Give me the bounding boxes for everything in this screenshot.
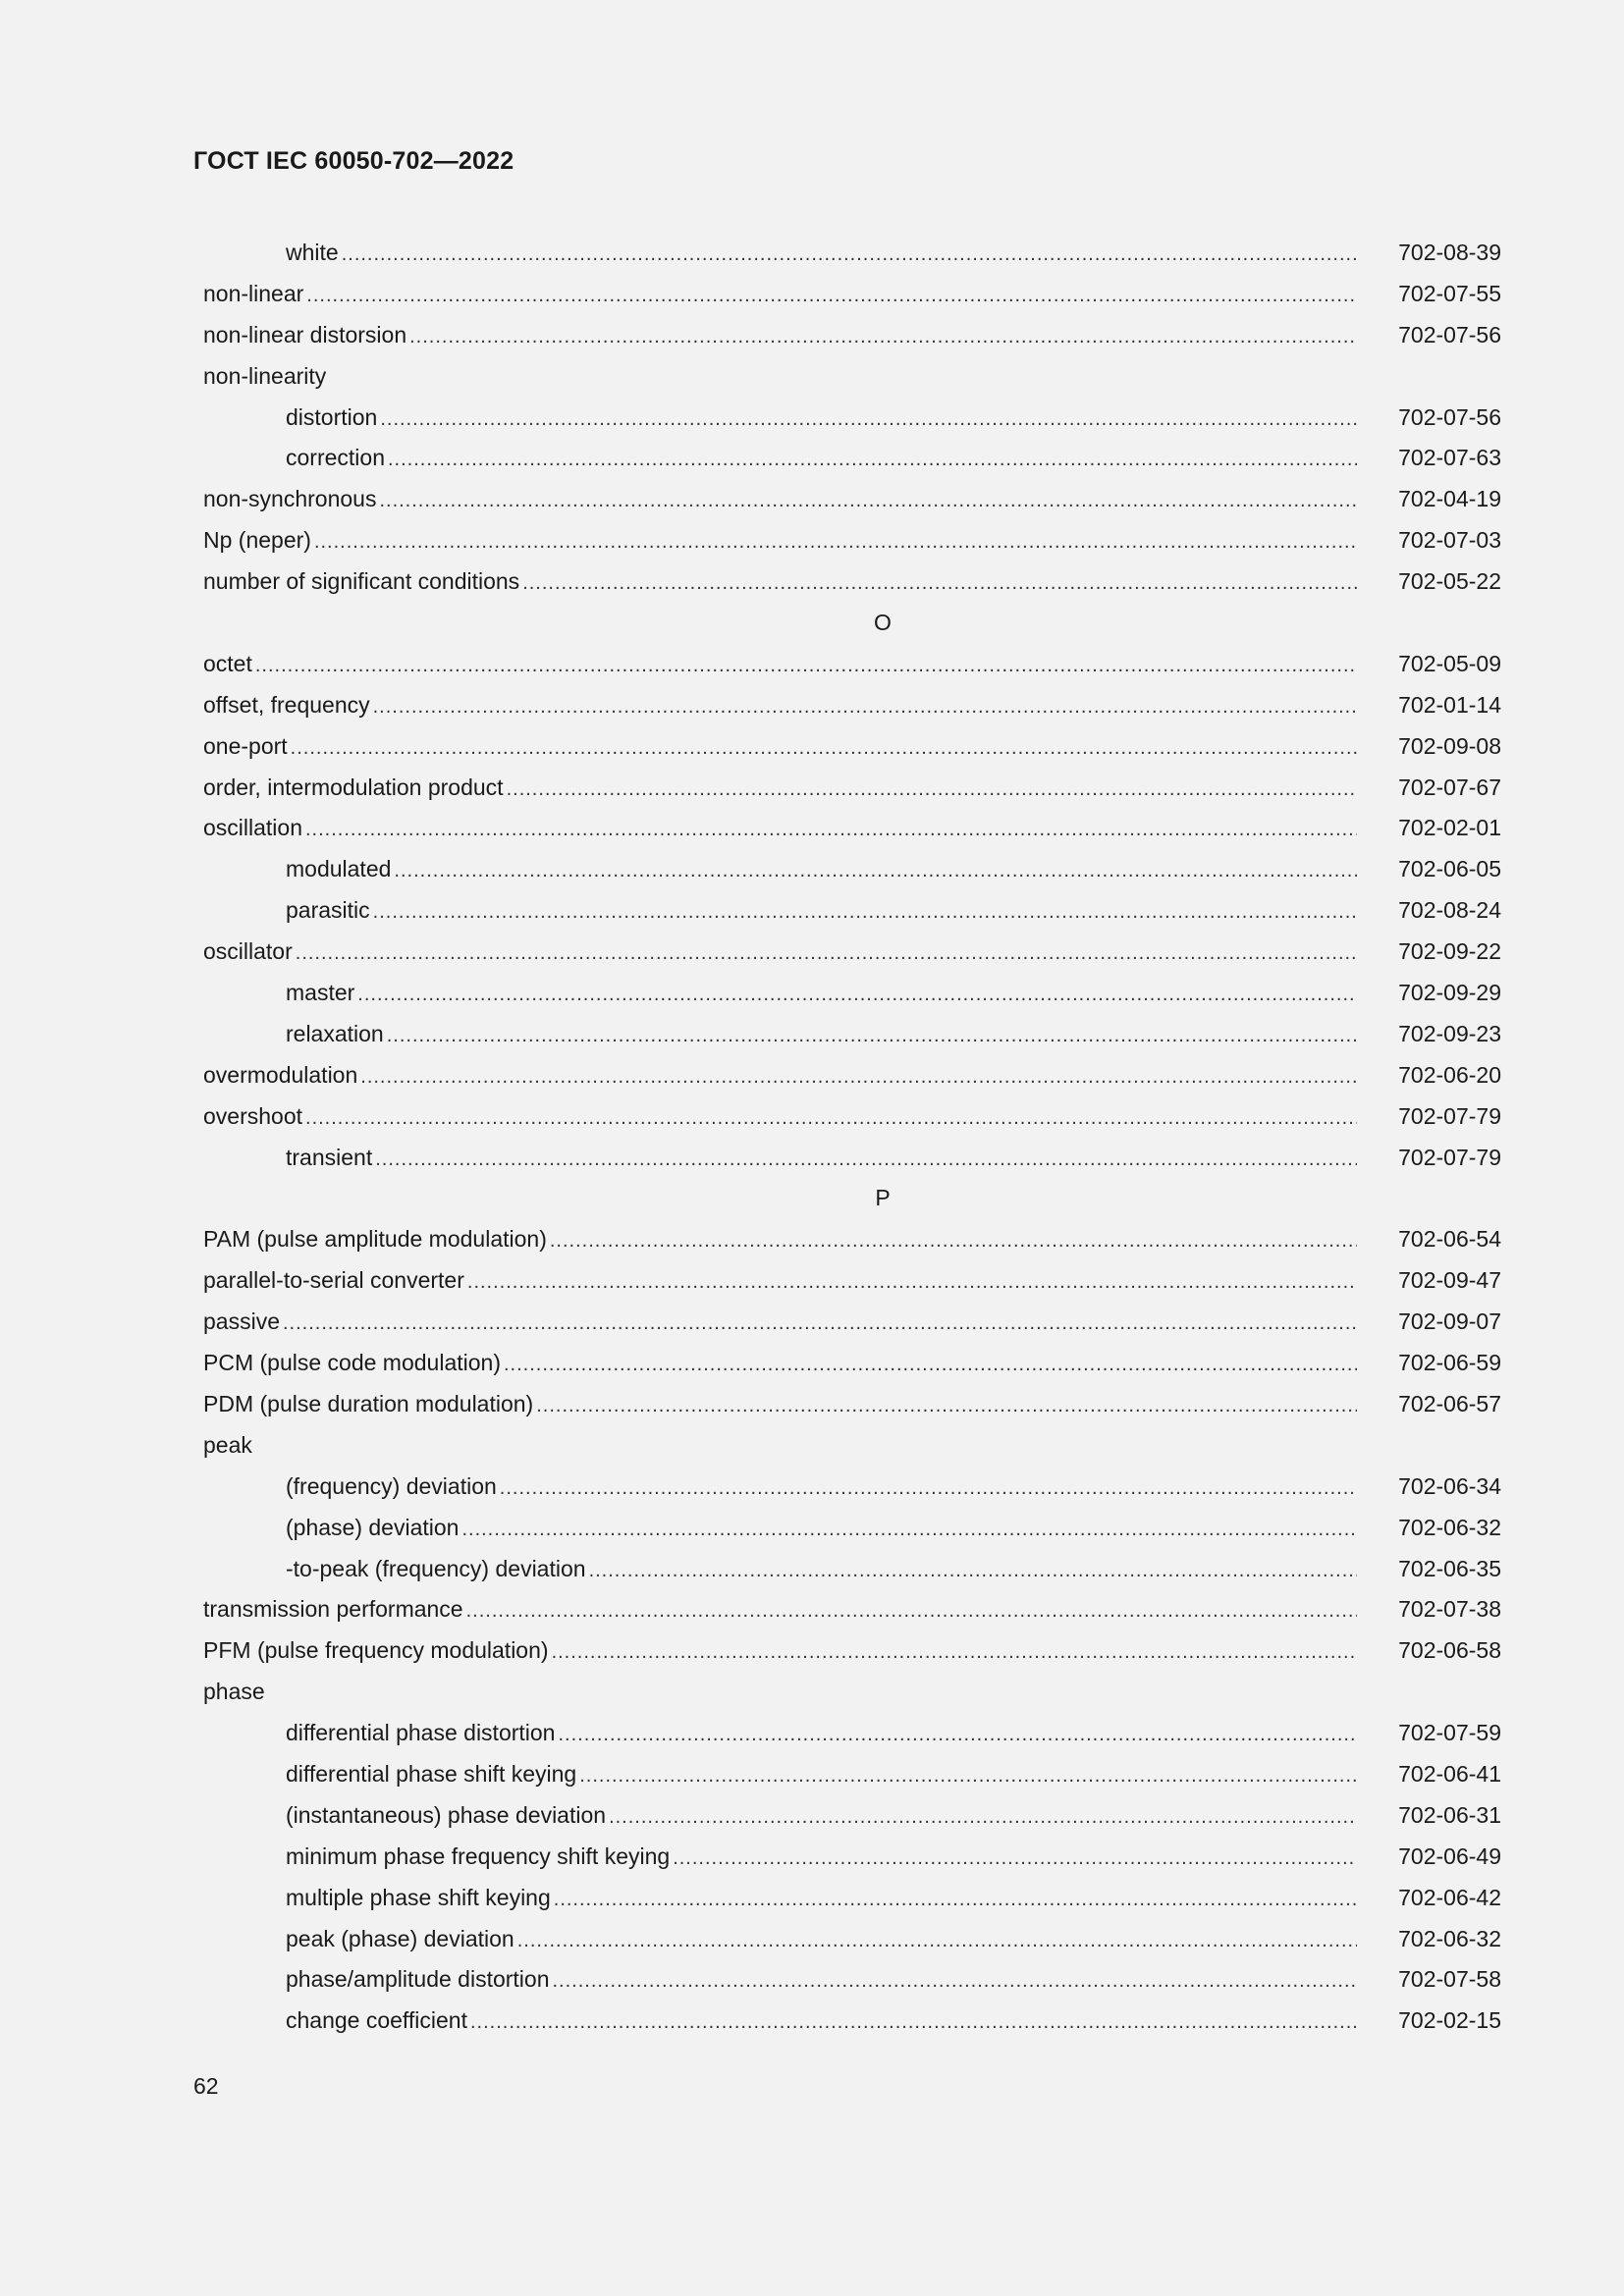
entry-lead — [203, 808, 1357, 851]
dot-leader — [504, 1345, 1357, 1386]
entry-term: transmission performance — [203, 1596, 463, 1623]
dot-leader — [536, 1386, 1357, 1427]
entry-code: 702-06-41 — [1398, 1760, 1501, 1787]
entry-term: one-port — [203, 732, 288, 759]
entry-lead — [286, 233, 1357, 276]
entry-code: 702-06-54 — [1398, 1226, 1501, 1253]
entry-lead — [286, 1837, 1357, 1880]
dot-leader — [522, 563, 1357, 605]
dot-leader — [517, 1921, 1357, 1962]
entry-lead — [203, 479, 1357, 522]
index-subentry — [203, 1549, 1501, 1590]
entry-lead — [203, 1219, 1357, 1262]
entry-term: parallel-to-serial converter — [203, 1267, 464, 1294]
entry-code: 702-06-31 — [1398, 1801, 1501, 1828]
entry-term: overshoot — [203, 1102, 303, 1129]
entry-lead — [286, 1549, 1357, 1592]
entry-code: 702-07-79 — [1398, 1144, 1501, 1170]
entry-code: 702-05-22 — [1398, 568, 1501, 595]
entry-term: order, intermodulation product — [203, 774, 504, 800]
dot-leader — [589, 1551, 1357, 1592]
entry-term: offset, frequency — [203, 691, 370, 718]
entry-term: PFM (pulse frequency modulation) — [203, 1637, 549, 1664]
entry-lead — [286, 973, 1357, 1016]
index-subentry — [203, 973, 1501, 1014]
index-entry — [203, 1672, 1501, 1713]
entry-term: correction — [286, 445, 385, 471]
index-entry — [203, 356, 1501, 398]
entry-code: 702-09-07 — [1398, 1308, 1501, 1335]
index-entry — [203, 1096, 1501, 1138]
entry-lead — [203, 1343, 1357, 1386]
dot-leader — [409, 317, 1357, 358]
dot-leader — [305, 810, 1357, 851]
entry-term: change coefficient — [286, 2007, 467, 2034]
dot-leader — [379, 481, 1357, 522]
entry-code: 702-07-56 — [1398, 321, 1501, 347]
entry-term: -to-peak (frequency) deviation — [286, 1555, 586, 1581]
entry-term: modulated — [286, 856, 392, 882]
dot-leader — [550, 1221, 1357, 1262]
dot-leader — [507, 770, 1357, 811]
entry-term: phase/amplitude distortion — [286, 1966, 550, 1993]
dot-leader — [467, 1262, 1357, 1304]
index-entry — [203, 726, 1501, 768]
entry-code: 702-09-23 — [1398, 1020, 1501, 1046]
index-subentry — [203, 1713, 1501, 1754]
entry-lead — [203, 1260, 1357, 1304]
index-entry — [203, 520, 1501, 561]
index-subentry — [203, 1467, 1501, 1508]
index-subentry — [203, 1014, 1501, 1055]
dot-leader — [673, 1839, 1357, 1880]
entry-term: white — [286, 240, 339, 265]
entry-term: number of significant conditions — [203, 568, 520, 595]
index-subentry — [203, 233, 1501, 274]
entry-code: 702-06-57 — [1398, 1390, 1501, 1416]
index-subentry — [203, 398, 1501, 439]
entry-lead — [203, 1425, 252, 1467]
index-subentry — [203, 890, 1501, 932]
entry-lead — [203, 1672, 265, 1713]
entry-lead — [203, 768, 1357, 811]
entry-lead — [203, 685, 1357, 728]
index-entry — [203, 808, 1501, 849]
index-entry — [203, 274, 1501, 315]
entry-lead — [203, 1630, 1357, 1674]
entry-lead — [203, 1096, 1357, 1140]
index-entry — [203, 1630, 1501, 1672]
entry-lead — [286, 890, 1357, 934]
entry-term: PAM (pulse amplitude modulation) — [203, 1226, 547, 1253]
entry-code: 702-02-15 — [1398, 2007, 1501, 2034]
entry-term: peak (phase) deviation — [286, 1925, 514, 1951]
index-entry — [203, 768, 1501, 809]
index-subentry — [203, 1138, 1501, 1179]
entry-code: 702-07-58 — [1398, 1966, 1501, 1993]
entry-term: (instantaneous) phase deviation — [286, 1801, 607, 1828]
index-subentry — [203, 849, 1501, 890]
index-subentry — [203, 438, 1501, 479]
index-subentry — [203, 1837, 1501, 1878]
section-letter-label: P — [875, 1185, 891, 1211]
entry-term: overmodulation — [203, 1061, 358, 1088]
entry-term: non-linearity — [203, 362, 327, 389]
dot-leader — [291, 728, 1357, 770]
index-entry — [203, 685, 1501, 726]
entry-code: 702-06-35 — [1398, 1555, 1501, 1581]
dot-leader — [609, 1797, 1357, 1839]
dot-leader — [305, 1098, 1357, 1140]
entry-term: non-linear distorsion — [203, 321, 407, 347]
dot-leader — [554, 1880, 1357, 1921]
section-letter — [203, 603, 1501, 644]
entry-term: differential phase distortion — [286, 1720, 556, 1746]
section-letter-label: O — [874, 610, 892, 636]
entry-lead — [203, 561, 1357, 605]
entry-term: multiple phase shift keying — [286, 1884, 551, 1910]
index-subentry — [203, 1919, 1501, 1960]
entry-lead — [286, 1713, 1357, 1756]
dot-leader — [373, 892, 1357, 934]
entry-code: 702-07-56 — [1398, 403, 1501, 430]
dot-leader — [373, 687, 1357, 728]
entry-code: 702-06-59 — [1398, 1350, 1501, 1376]
entry-lead — [286, 1014, 1357, 1057]
dot-leader — [357, 975, 1357, 1016]
entry-code: 702-09-22 — [1398, 938, 1501, 965]
entry-lead — [286, 849, 1357, 892]
dot-leader — [470, 2002, 1357, 2044]
entry-lead — [286, 2001, 1357, 2044]
entry-term: PCM (pulse code modulation) — [203, 1350, 501, 1376]
entry-lead — [203, 726, 1357, 770]
dot-leader — [255, 646, 1357, 687]
entry-term: peak — [203, 1431, 252, 1458]
index-entry — [203, 1302, 1501, 1343]
entry-code: 702-07-38 — [1398, 1596, 1501, 1623]
dot-leader — [461, 1510, 1357, 1551]
index-entry — [203, 644, 1501, 685]
dot-leader — [387, 1016, 1357, 1057]
entry-lead — [286, 1754, 1357, 1797]
index-subentry — [203, 1795, 1501, 1837]
index-subentry — [203, 1508, 1501, 1549]
entry-code: 702-06-42 — [1398, 1884, 1501, 1910]
section-letter — [203, 1178, 1501, 1219]
entry-term: parasitic — [286, 897, 370, 924]
dot-leader — [314, 522, 1357, 563]
entry-lead — [203, 644, 1357, 687]
entry-code: 702-06-05 — [1398, 856, 1501, 882]
entry-term: Np (neper) — [203, 527, 311, 554]
dot-leader — [558, 1715, 1357, 1756]
entry-code: 702-05-09 — [1398, 650, 1501, 676]
dot-leader — [306, 276, 1357, 317]
entry-code: 702-07-67 — [1398, 774, 1501, 800]
entry-term: non-synchronous — [203, 486, 377, 512]
entry-term: (phase) deviation — [286, 1514, 460, 1540]
dot-leader — [360, 1057, 1357, 1098]
index-subentry — [203, 1959, 1501, 2001]
entry-code: 702-07-55 — [1398, 280, 1501, 306]
entry-term: phase — [203, 1679, 265, 1705]
entry-term: distortion — [286, 403, 378, 430]
entry-code: 702-06-58 — [1398, 1637, 1501, 1664]
dot-leader — [380, 400, 1357, 441]
entry-code: 702-07-59 — [1398, 1720, 1501, 1746]
entry-term: passive — [203, 1308, 280, 1335]
entry-code: 702-08-39 — [1398, 240, 1501, 265]
entry-term: (frequency) deviation — [286, 1472, 497, 1499]
term-index — [203, 233, 1501, 2042]
entry-lead — [203, 274, 1357, 317]
entry-code: 702-06-34 — [1398, 1472, 1501, 1499]
entry-lead — [203, 932, 1357, 975]
index-entry — [203, 1589, 1501, 1630]
entry-lead — [286, 438, 1357, 481]
entry-lead — [203, 1384, 1357, 1427]
dot-leader — [552, 1632, 1357, 1674]
entry-term: transient — [286, 1144, 373, 1170]
entry-lead — [286, 1467, 1357, 1510]
entry-lead — [203, 1589, 1357, 1632]
entry-lead — [286, 1959, 1357, 2002]
entry-code: 702-07-79 — [1398, 1102, 1501, 1129]
index-entry — [203, 561, 1501, 603]
index-entry — [203, 1343, 1501, 1384]
entry-code: 702-09-47 — [1398, 1267, 1501, 1294]
entry-term: differential phase shift keying — [286, 1760, 577, 1787]
entry-code: 702-06-32 — [1398, 1514, 1501, 1540]
dot-leader — [342, 235, 1357, 276]
entry-lead — [286, 1919, 1357, 1962]
index-entry — [203, 315, 1501, 356]
entry-code: 702-06-49 — [1398, 1842, 1501, 1869]
entry-lead — [286, 1795, 1357, 1839]
page-number: 62 — [193, 2073, 219, 2099]
entry-code: 702-09-29 — [1398, 980, 1501, 1006]
dot-leader — [553, 1961, 1358, 2002]
entry-code: 702-01-14 — [1398, 691, 1501, 718]
entry-term: oscillator — [203, 938, 293, 965]
entry-lead — [203, 1055, 1357, 1098]
document-header: ГОСТ IEC 60050-702—2022 — [193, 147, 514, 175]
dot-leader — [466, 1591, 1357, 1632]
dot-leader — [579, 1756, 1357, 1797]
entry-term: relaxation — [286, 1020, 384, 1046]
entry-code: 702-07-63 — [1398, 445, 1501, 471]
entry-lead — [286, 1878, 1357, 1921]
index-entry — [203, 1055, 1501, 1096]
entry-code: 702-07-03 — [1398, 527, 1501, 554]
entry-term: octet — [203, 650, 252, 676]
dot-leader — [394, 851, 1357, 892]
entry-code: 702-09-08 — [1398, 732, 1501, 759]
entry-term: oscillation — [203, 815, 302, 841]
dot-leader — [296, 934, 1357, 975]
index-entry — [203, 932, 1501, 973]
index-entry — [203, 1260, 1501, 1302]
index-subentry — [203, 1878, 1501, 1919]
entry-lead — [286, 1138, 1357, 1181]
entry-term: master — [286, 980, 355, 1006]
index-entry — [203, 1219, 1501, 1260]
entry-lead — [286, 398, 1357, 441]
entry-lead — [286, 1508, 1357, 1551]
entry-lead — [203, 315, 1357, 358]
entry-lead — [203, 520, 1357, 563]
entry-code: 702-08-24 — [1398, 897, 1501, 924]
dot-leader — [388, 440, 1357, 481]
entry-code: 702-02-01 — [1398, 815, 1501, 841]
entry-term: non-linear — [203, 280, 304, 306]
index-entry — [203, 1425, 1501, 1467]
entry-term: PDM (pulse duration modulation) — [203, 1390, 534, 1416]
dot-leader — [500, 1468, 1357, 1510]
entry-lead — [203, 356, 326, 398]
dot-leader — [375, 1140, 1357, 1181]
entry-code: 702-06-32 — [1398, 1925, 1501, 1951]
index-subentry — [203, 1754, 1501, 1795]
index-entry — [203, 479, 1501, 520]
entry-code: 702-06-20 — [1398, 1061, 1501, 1088]
dot-leader — [283, 1304, 1357, 1345]
index-entry — [203, 1384, 1501, 1425]
entry-lead — [203, 1302, 1357, 1345]
entry-code: 702-04-19 — [1398, 486, 1501, 512]
index-subentry — [203, 2001, 1501, 2042]
entry-term: minimum phase frequency shift keying — [286, 1842, 671, 1869]
